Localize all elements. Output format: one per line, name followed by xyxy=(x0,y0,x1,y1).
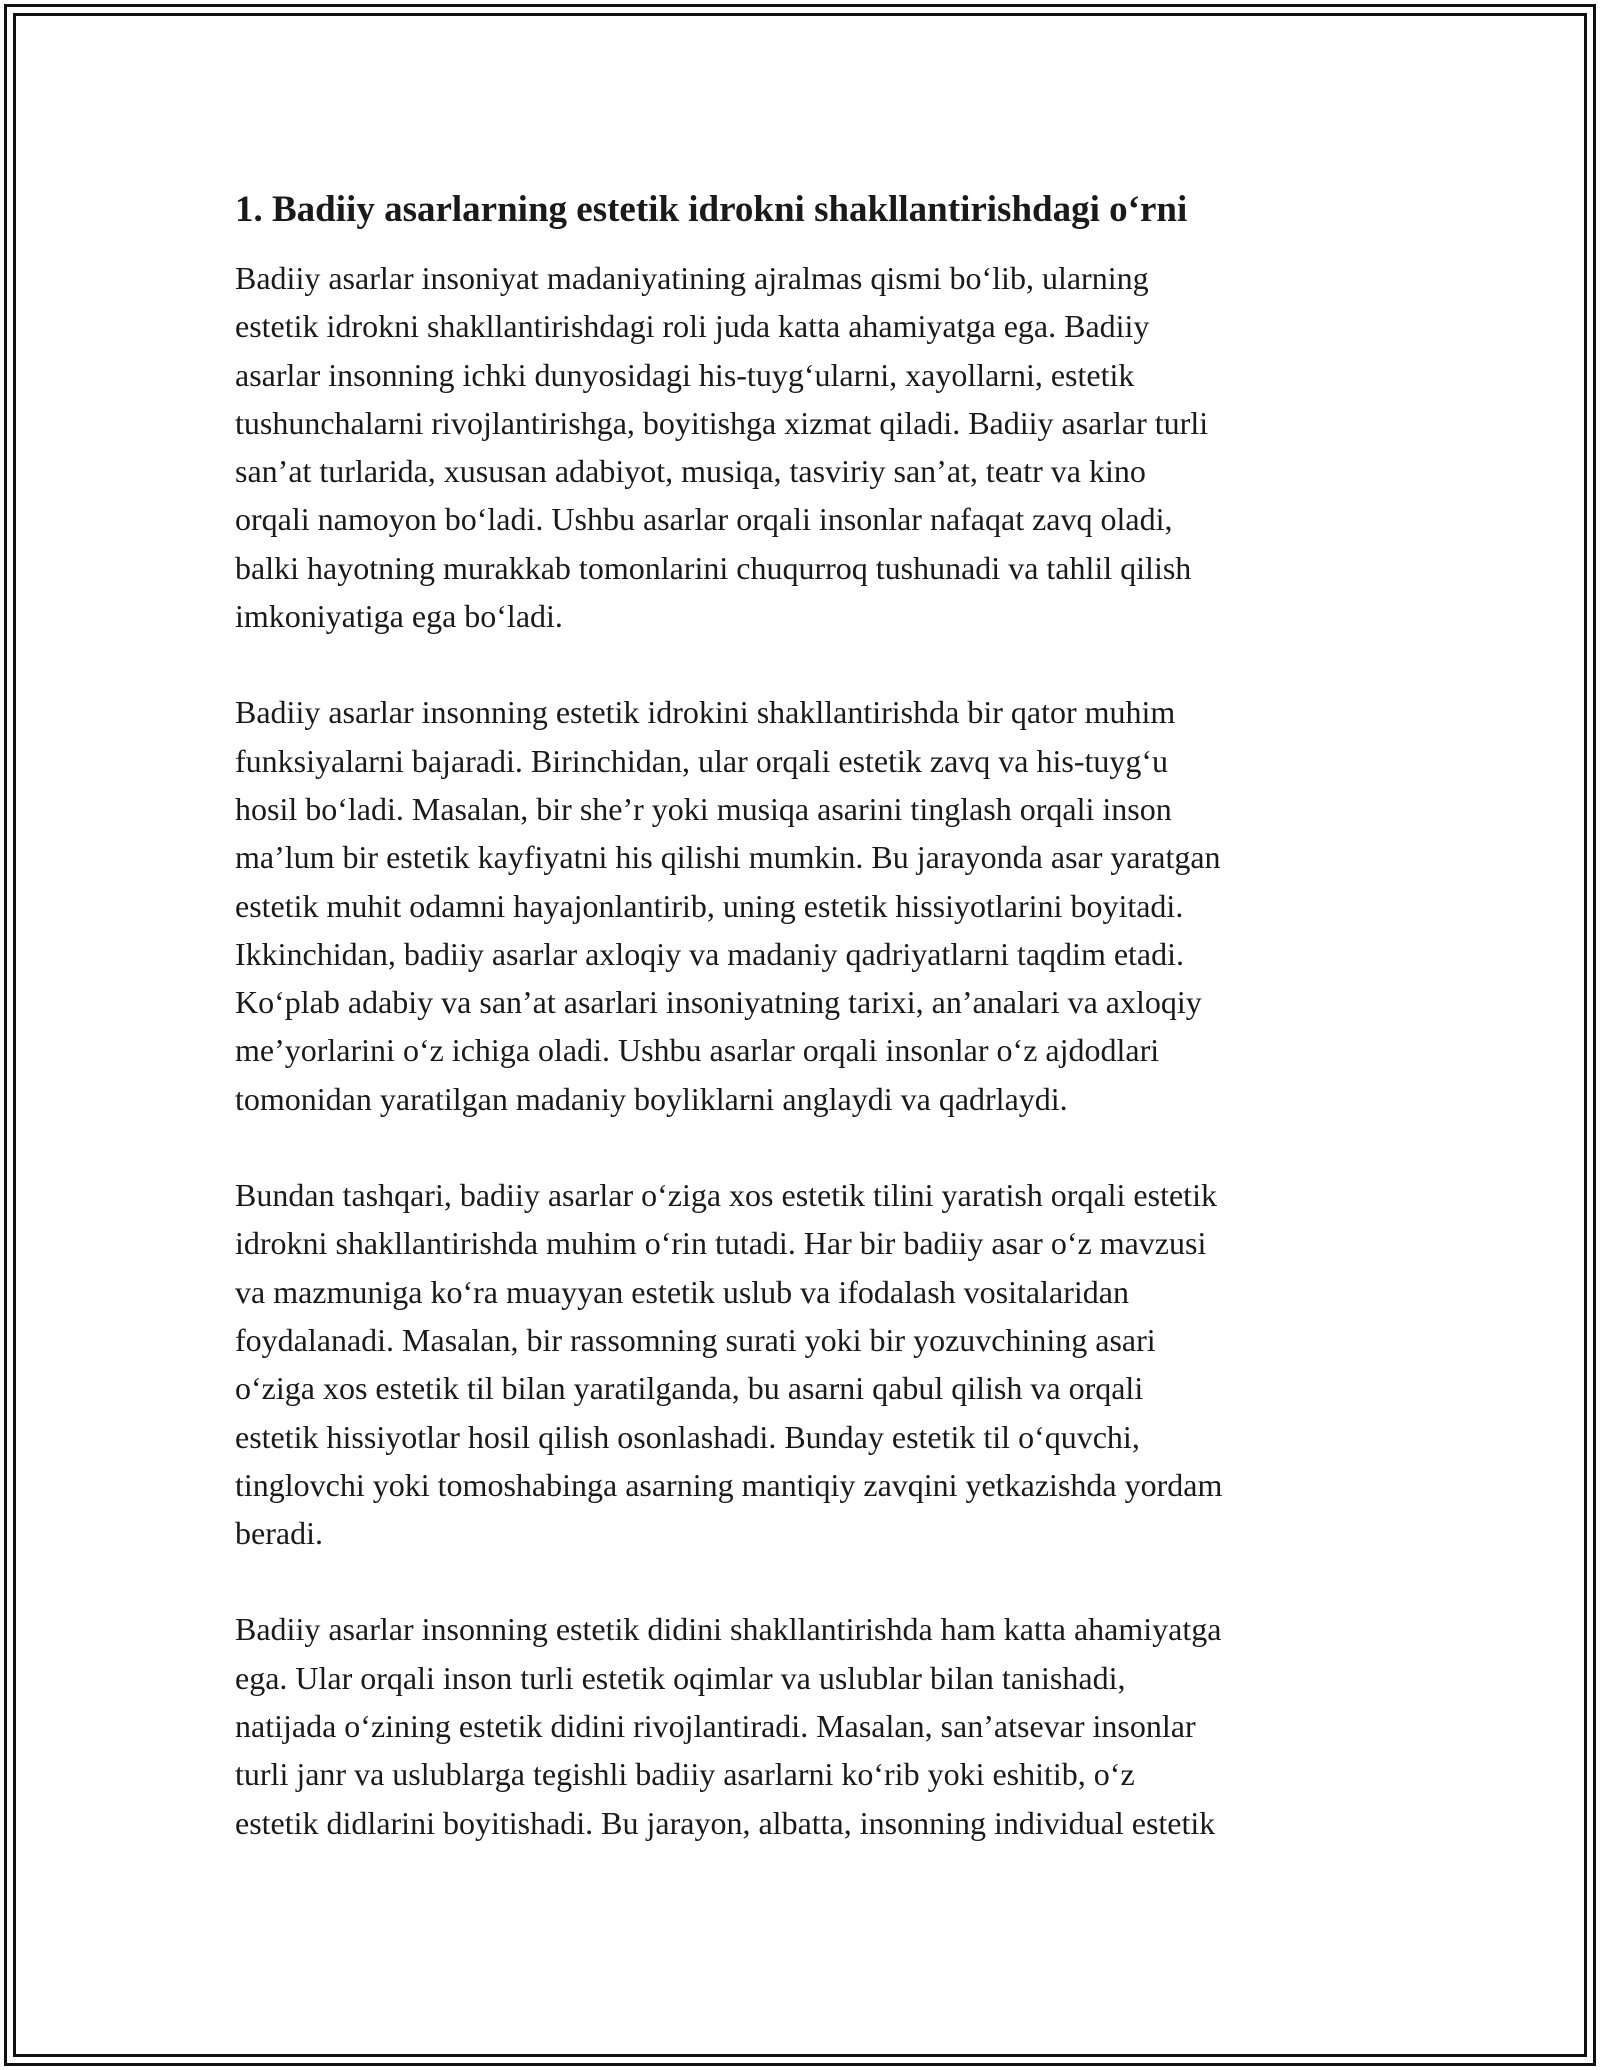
section-heading: 1. Badiiy asarlarning estetik idrokni shakllantirishdagi o‘rni xyxy=(235,189,1188,230)
text-line: va mazmuniga ko‘ra muayyan estetik uslub va ifodalash vositalaridan xyxy=(235,1273,1129,1310)
document-page xyxy=(235,186,1375,1895)
text-line: Ikkinchidan, badiiy asarlar axloqiy va madaniy qadriyatlarni taqdim etadi. xyxy=(235,935,1185,972)
text-line: Badiiy asarlar insonning estetik idrokini shakllantirishda bir qator muhim xyxy=(235,694,1176,731)
text-line: Ko‘plab adabiy va san’at asarlari insoniyatning tarixi, an’analari va axloqiy xyxy=(235,984,1202,1021)
text-line: hosil bo‘ladi. Masalan, bir she’r yoki musiqa asarini tinglash orqali inson xyxy=(235,790,1172,827)
text-line: natijada o‘zining estetik didini rivojlantiradi. Masalan, san’atsevar insonlar xyxy=(235,1708,1196,1745)
text-line: tinglovchi yoki tomoshabinga asarning mantiqiy zavqini yetkazishda yordam xyxy=(235,1466,1223,1503)
text-line: imkoniyatiga ega bo‘ladi. xyxy=(235,598,563,635)
text-line: tushunchalarni rivojlantirishga, boyitishga xizmat qiladi. Badiiy asarlar turli xyxy=(235,404,1209,441)
text-line: beradi. xyxy=(235,1515,323,1552)
text-line: funksiyalarni bajaradi. Birinchidan, ular orqali estetik zavq va his-tuyg‘u xyxy=(235,742,1169,779)
text-line: me’yorlarini o‘z ichiga oladi. Ushbu asarlar orqali insonlar o‘z ajdodlari xyxy=(235,1032,1160,1069)
text-line: san’at turlarida, xususan adabiyot, musiqa, tasviriy san’at, teatr va kino xyxy=(235,453,1146,490)
paragraph-1 xyxy=(235,254,1375,640)
text-line: ma’lum bir estetik kayfiyatni his qilishi mumkin. Bu jarayonda asar yaratgan xyxy=(235,839,1221,876)
paragraph-3 xyxy=(235,1171,1375,1557)
paragraph-2 xyxy=(235,688,1375,1123)
text-line: turli janr va uslublarga tegishli badiiy asarlarni ko‘rib yoki eshitib, o‘z xyxy=(235,1756,1135,1793)
text-line: estetik hissiyotlar hosil qilish osonlashadi. Bunday estetik til o‘quvchi, xyxy=(235,1418,1140,1455)
text-line: idrokni shakllantirishda muhim o‘rin tutadi. Har bir badiiy asar o‘z mavzusi xyxy=(235,1225,1207,1262)
text-line: estetik muhit odamni hayajonlantirib, uning estetik hissiyotlarini boyitadi. xyxy=(235,887,1184,924)
text-line: balki hayotning murakkab tomonlarini chuqurroq tushunadi va tahlil qilish xyxy=(235,549,1192,586)
text-line: estetik didlarini boyitishadi. Bu jarayon, albatta, insonning individual estetik xyxy=(235,1804,1216,1841)
text-line: estetik idrokni shakllantirishdagi roli juda katta ahamiyatga ega. Badiiy xyxy=(235,308,1150,345)
text-line: ega. Ular orqali inson turli estetik oqimlar va uslublar bilan tanishadi, xyxy=(235,1659,1126,1696)
text-line: asarlar insonning ichki dunyosidagi his-tuyg‘ularni, xayollarni, estetik xyxy=(235,356,1135,393)
text-line: orqali namoyon bo‘ladi. Ushbu asarlar orqali insonlar nafaqat zavq oladi, xyxy=(235,501,1173,538)
text-line: o‘ziga xos estetik til bilan yaratilganda, bu asarni qabul qilish va orqali xyxy=(235,1370,1144,1407)
text-line: Badiiy asarlar insoniyat madaniyatining ajralmas qismi bo‘lib, ularning xyxy=(235,260,1149,296)
paragraph-4 xyxy=(235,1605,1375,1846)
text-line: foydalanadi. Masalan, bir rassomning surati yoki bir yozuvchining asari xyxy=(235,1321,1156,1358)
text-line: Badiiy asarlar insonning estetik didini shakllantirishda ham katta ahamiyatga xyxy=(235,1611,1222,1648)
text-line: tomonidan yaratilgan madaniy boyliklarni anglaydi va qadrlaydi. xyxy=(235,1080,1068,1117)
text-line: Bundan tashqari, badiiy asarlar o‘ziga xos estetik tilini yaratish orqali estetik xyxy=(235,1177,1217,1214)
